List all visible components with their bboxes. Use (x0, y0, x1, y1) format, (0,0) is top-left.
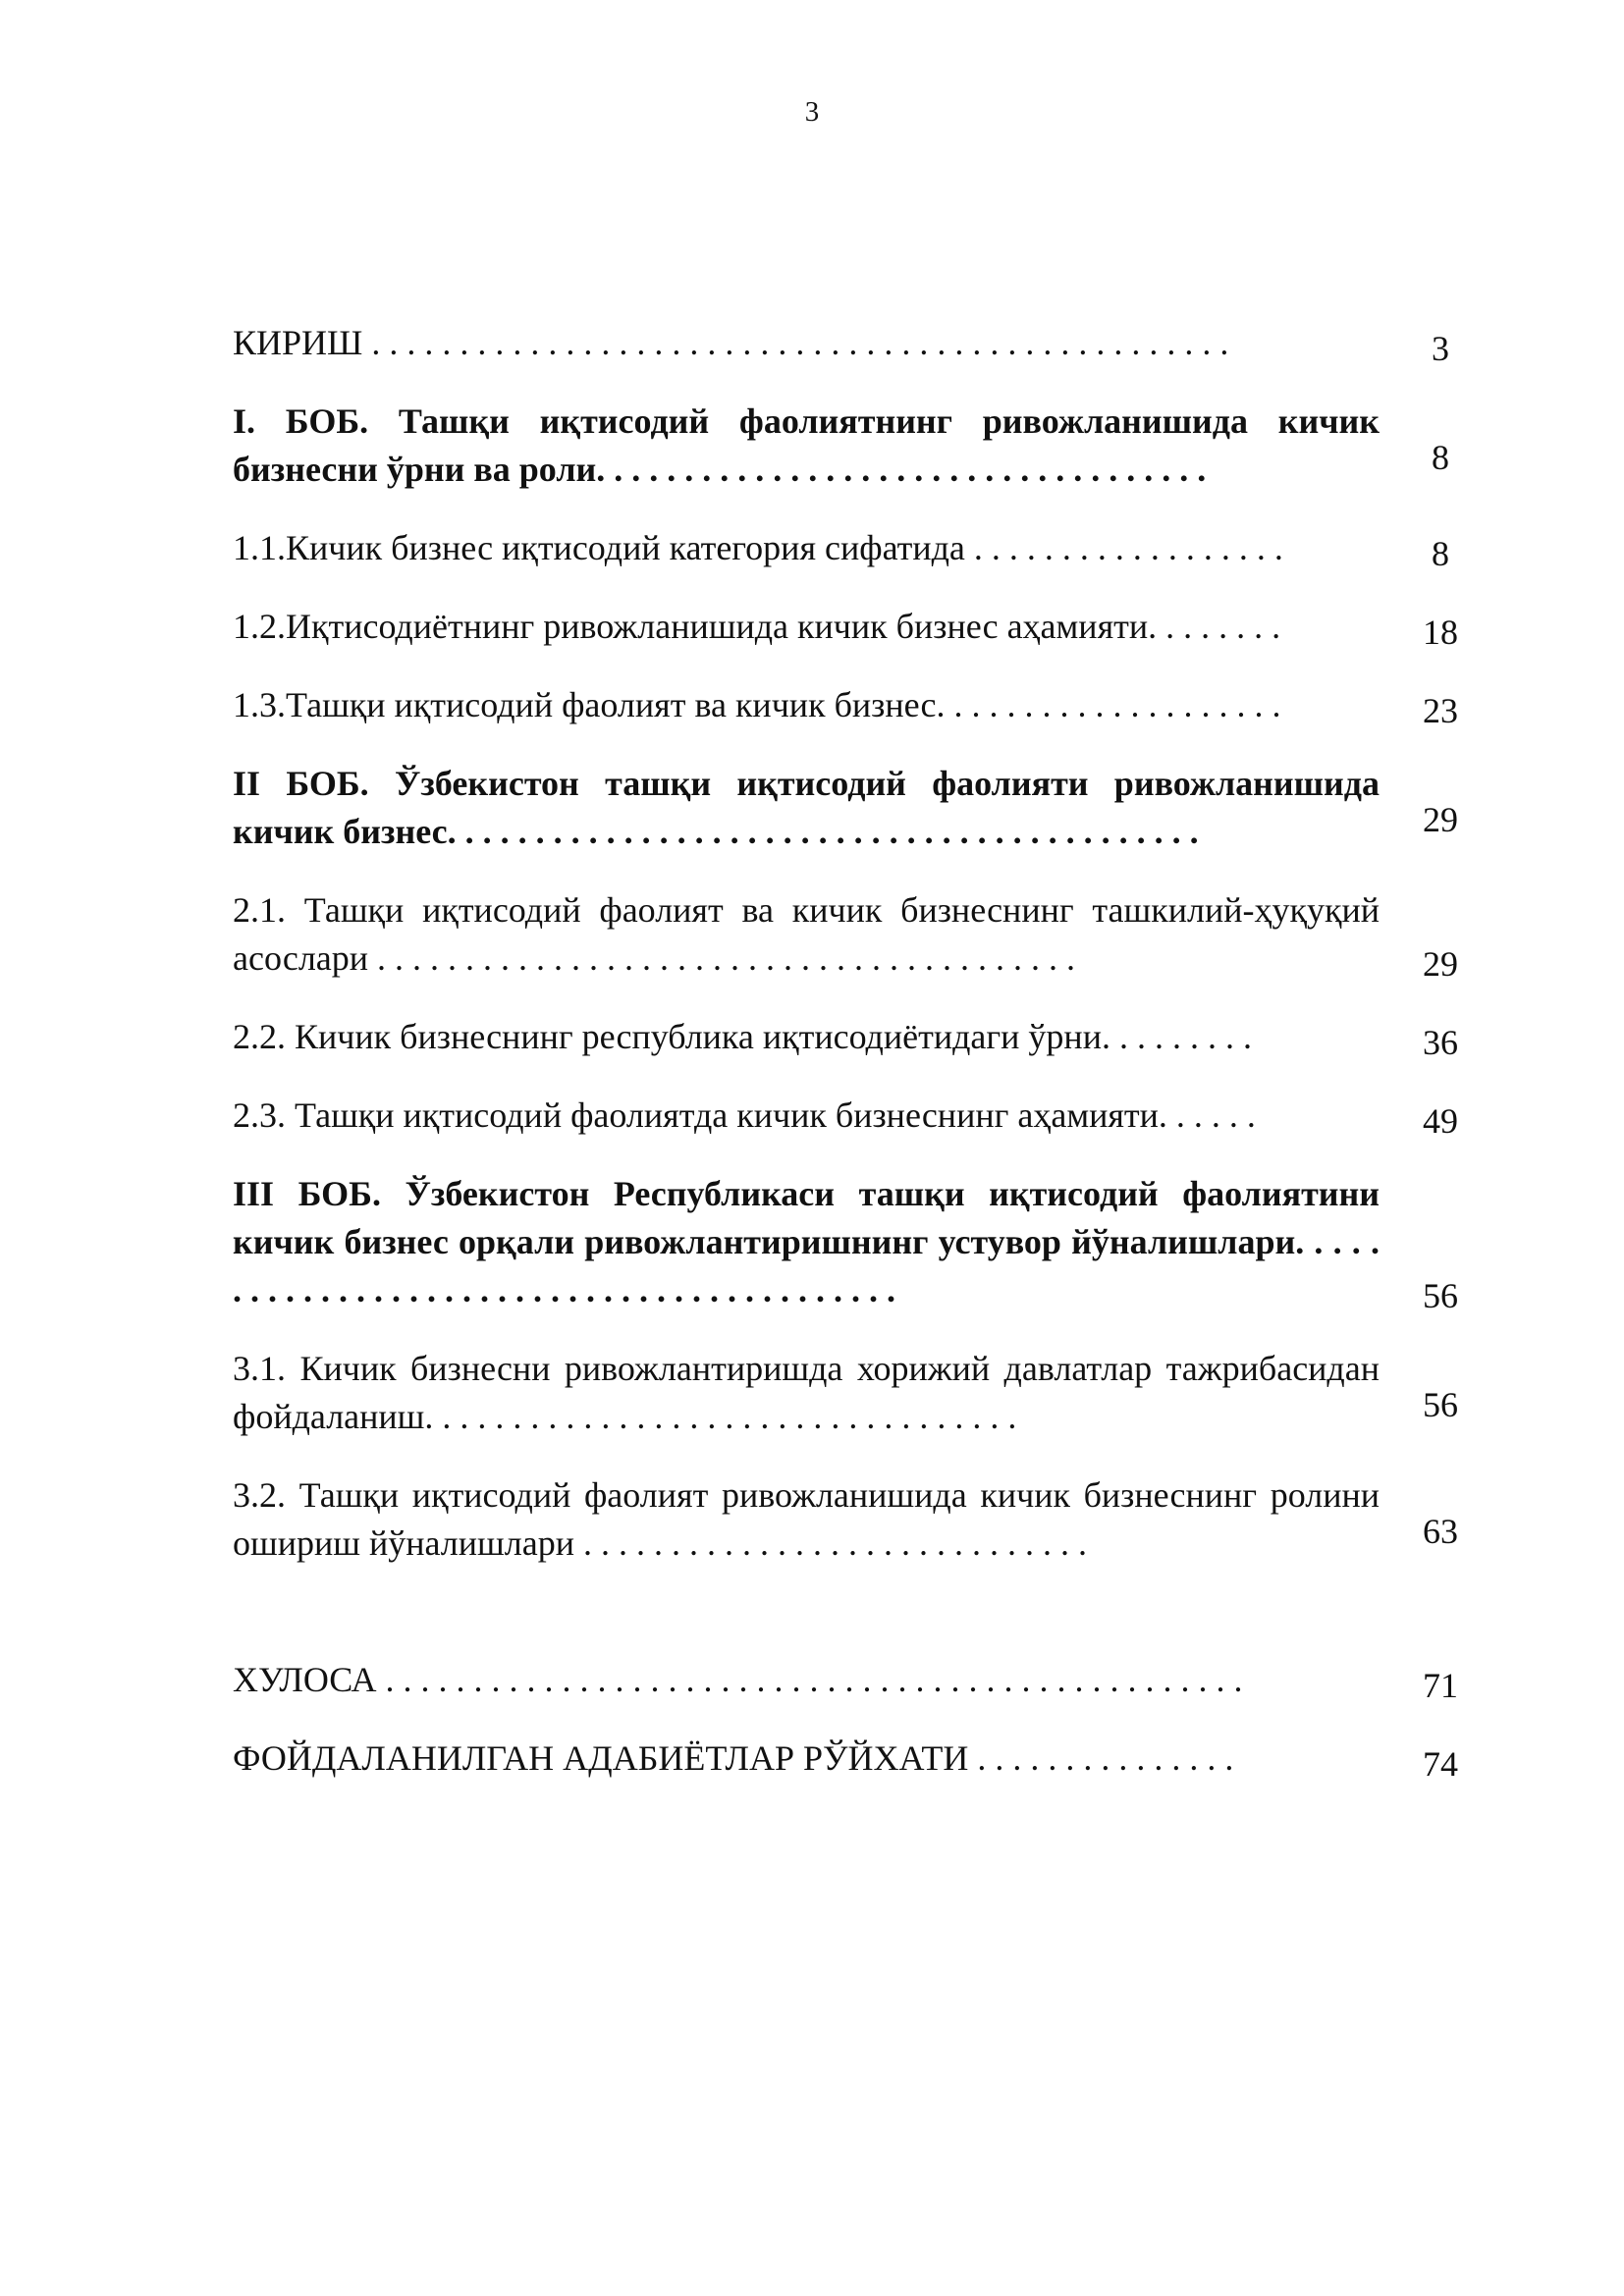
toc-entry-title: III БОБ. Ўзбекистон Республикаси ташқи иқтисодий фаолиятини кичик бизнес орқали ривожлантиришнинг устувор йўналишлари. . . . . . . . . . . . . . . . . . . . . . . . . . . . . . . . . . . . . . . . . . . (233, 1174, 1380, 1309)
table-of-contents (233, 319, 1480, 1813)
toc-entry-title: 3.2. Ташқи иқтисодий фаолият ривожланишида кичик бизнеснинг ролини ошириш йўналишлари . . . . . . . . . . . . . . . . . . . . . . . . . . . . . (233, 1475, 1380, 1563)
toc-entry-title: 3.1. Кичик бизнесни ривожлантиришда хорижий давлатлар тажрибасидан фойдаланиш. . . . . . . . . . . . . . . . . . . . . . . . . . . . . . . . . . (233, 1349, 1380, 1436)
toc-entry-title: 2.1. Ташқи иқтисодий фаолият ва кичик бизнеснинг ташкилий-ҳуқуқий асослари . . . . . . . . . . . . . . . . . . . . . . . . . . . . . . . . . . . . . . . . (233, 890, 1380, 978)
toc-entry-chapter-1[interactable] (233, 398, 1480, 494)
toc-entry-title: 1.1.Кичик бизнес иқтисодий категория сифатида . . . . . . . . . . . . . . . . . . (233, 528, 1283, 567)
toc-entry-title: 1.3.Ташқи иқтисодий фаолият ва кичик бизнес. . . . . . . . . . . . . . . . . . . . (233, 685, 1281, 724)
toc-entry-title: 1.2.Иқтисодиётнинг ривожланишида кичик бизнес аҳамияти. . . . . . . . (233, 607, 1281, 646)
toc-entry-chapter-3[interactable] (233, 1170, 1480, 1314)
toc-entry-title: КИРИШ . . . . . . . . . . . . . . . . . . . . . . . . . . . . . . . . . . . . . . . . . . . . . . . . . (233, 323, 1229, 362)
toc-entry-title: ФОЙДАЛАНИЛГАН АДАБИЁТЛАР РЎЙХАТИ . . . . . . . . . . . . . . . (233, 1738, 1234, 1778)
toc-entry-page: 56 (1423, 1276, 1458, 1315)
toc-entry-section-3-1[interactable] (233, 1345, 1480, 1441)
toc-entry-page: 56 (1423, 1385, 1458, 1424)
toc-entry-title: I. БОБ. Ташқи иқтисодий фаолиятнинг ривожланишида кичик бизнесни ўрни ва роли. . . . . . . . . . . . . . . . . . . . . . . . . . . . . . . . . . . (233, 401, 1380, 489)
toc-entry-chapter-2[interactable] (233, 760, 1480, 856)
page-number: 3 (804, 96, 820, 128)
toc-entry-title: ХУЛОСА . . . . . . . . . . . . . . . . . . . . . . . . . . . . . . . . . . . . . . . . . . . . . . . . . (233, 1660, 1243, 1699)
toc-entry-page: 63 (1423, 1512, 1458, 1551)
toc-entry-section-1-3[interactable] (233, 681, 1480, 729)
toc-entry-page: 71 (1423, 1666, 1458, 1705)
toc-entry-page: 3 (1432, 329, 1449, 368)
toc-entry-title: 2.2. Кичик бизнеснинг республика иқтисодиётидаги ўрни. . . . . . . . . (233, 1017, 1252, 1056)
toc-entry-section-1-2[interactable] (233, 603, 1480, 651)
toc-entry-page: 18 (1423, 613, 1458, 652)
toc-entry-page: 29 (1423, 944, 1458, 984)
toc-entry-section-1-1[interactable] (233, 524, 1480, 572)
toc-entry-page: 49 (1423, 1101, 1458, 1141)
toc-entry-title: 2.3. Ташқи иқтисодий фаолиятда кичик бизнеснинг аҳамияти. . . . . . (233, 1095, 1256, 1135)
toc-entry-page: 23 (1423, 691, 1458, 730)
toc-entry-references[interactable] (233, 1735, 1480, 1783)
toc-entry-conclusion[interactable] (233, 1656, 1480, 1704)
toc-entry-title: II БОБ. Ўзбекистон ташқи иқтисодий фаолияти ривожланишида кичик бизнес. . . . . . . . . . . . . . . . . . . . . . . . . . . . . . . . . . . . . . . . . . . (233, 764, 1380, 851)
toc-entry-section-3-2[interactable] (233, 1471, 1480, 1568)
toc-entry-page: 36 (1423, 1023, 1458, 1062)
toc-entry-page: 74 (1423, 1744, 1458, 1784)
toc-entry-section-2-1[interactable] (233, 886, 1480, 983)
toc-entry-page: 8 (1432, 438, 1449, 477)
toc-entry-section-2-3[interactable] (233, 1092, 1480, 1140)
toc-entry-introduction[interactable] (233, 319, 1480, 367)
toc-entry-page: 29 (1423, 800, 1458, 839)
toc-entry-page: 8 (1432, 534, 1449, 573)
toc-entry-section-2-2[interactable] (233, 1013, 1480, 1061)
